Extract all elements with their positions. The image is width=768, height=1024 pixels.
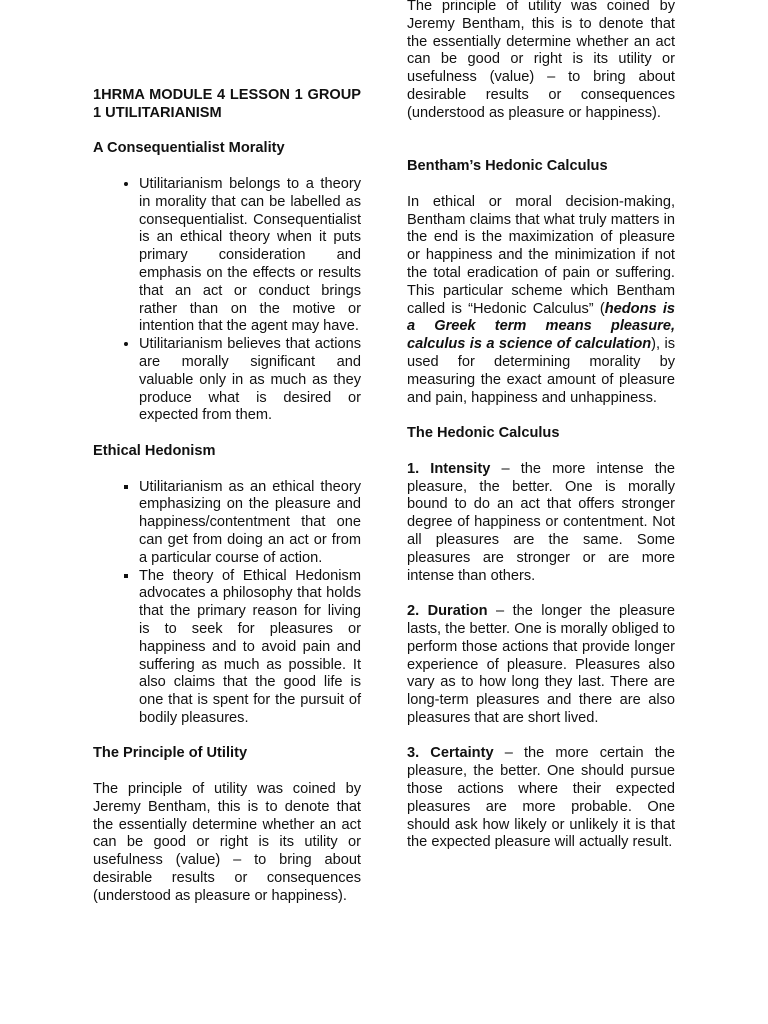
item-text: – the longer the pleasure lasts, the better. One is morally obliged to perform those actions that provide longer experience of pleasure. Pleasures also vary as to how long they last. There are long-term pleasures and there are also pleasures that are short lived. [407, 603, 676, 726]
principle-of-utility-paragraph-continued: The principle of utility was coined by Jeremy Bentham, this is to denote that the essentially determine whether an act can be good or right is its utility or usefulness (value) – to bring about desirable results or consequences (understood as pleasure or happiness). [407, 0, 675, 121]
principle-of-utility-continuation [407, 0, 675, 140]
left-column [93, 87, 361, 904]
document-title: 1HRMA MODULE 4 LESSON 1 GROUP 1 UTILITARIANISM [93, 87, 361, 121]
heading-ethical-hedonism: Ethical Hedonism [93, 442, 216, 459]
hedonic-calculus-item-certainty [407, 745, 675, 852]
item-text: – the more intense the pleasure, the better. One is morally bound to do an act that offers stronger degree of happiness or contentment. Not all pleasures are the same. Some pleasures are stronger or are more intense than others. [407, 460, 676, 584]
heading-benthams-hedonic-calculus: Bentham’s Hedonic Calculus [407, 158, 608, 175]
benthams-calculus-text-after: ), is used for determining morality by measuring the exact amount of pleasure and pain, happiness and unhappiness. [407, 336, 675, 406]
benthams-calculus-paragraph [407, 194, 675, 408]
hedonic-calculus-item-intensity [407, 461, 675, 586]
item-label: 1. Intensity [407, 460, 491, 477]
item-text: – the more certain the pleasure, the better. One should pursue those actions where their expected pleasures are more probable. One should ask how likely or unlikely it is that the expected pleasure will actually result. [407, 745, 675, 851]
heading-principle-of-utility: The Principle of Utility [93, 745, 248, 762]
consequentialist-bullet-list [93, 176, 361, 425]
principle-of-utility-paragraph: The principle of utility was coined by Jeremy Bentham, this is to denote that the essentially determine whether an act can be good or right is its utility or usefulness (value) – to bring about desirable results or consequences (understood as pleasure or happiness). [93, 781, 361, 904]
hedonic-calculus-item-duration [407, 603, 675, 728]
benthams-calculus-text-before: In ethical or moral decision-making, Bentham claims that what truly matters in the end is the maximization of pleasure or happiness and the minimization if not the total eradication of pain or suffering. This particular scheme which Bentham called is “Hedonic Calculus” ( [407, 193, 675, 317]
right-column [407, 0, 676, 852]
ethical-hedonism-bullet-list [93, 479, 361, 728]
heading-consequentialist-morality: A Consequentialist Morality [93, 140, 285, 157]
ethical-hedonism-bullet: ▪ The theory of Ethical Hedonism advocates a philosophy that holds that the primary reason for living is to seek for pleasures or happiness and to avoid pain and suffering as much as possible. It also claims that the good life is one that is spent for the pursuit of bodily pleasures. [139, 568, 361, 728]
heading-the-hedonic-calculus: The Hedonic Calculus [407, 425, 560, 442]
item-label: 3. Certainty [407, 745, 494, 762]
benthams-calculus-emphasis: hedons is a Greek term means pleasure, calculus is a science of calculation [407, 300, 675, 353]
ethical-hedonism-bullet: ▪ Utilitarianism as an ethical theory emphasizing on the pleasure and happiness/contentment that one can get from doing an act or from a particular course of action. [139, 479, 361, 568]
consequentialist-bullet: • Utilitarianism believes that actions are morally significant and valuable only in as much as they produce what is desired or expected from them. [139, 336, 361, 425]
item-label: 2. Duration [407, 603, 488, 620]
consequentialist-bullet: • Utilitarianism belongs to a theory in morality that can be labelled as consequentialist. Consequentialist is an ethical theory when it puts primary consideration and emphasis on the effects or results that an act or conduct brings rather than on the motive or intention that the agent may have. [139, 176, 361, 336]
